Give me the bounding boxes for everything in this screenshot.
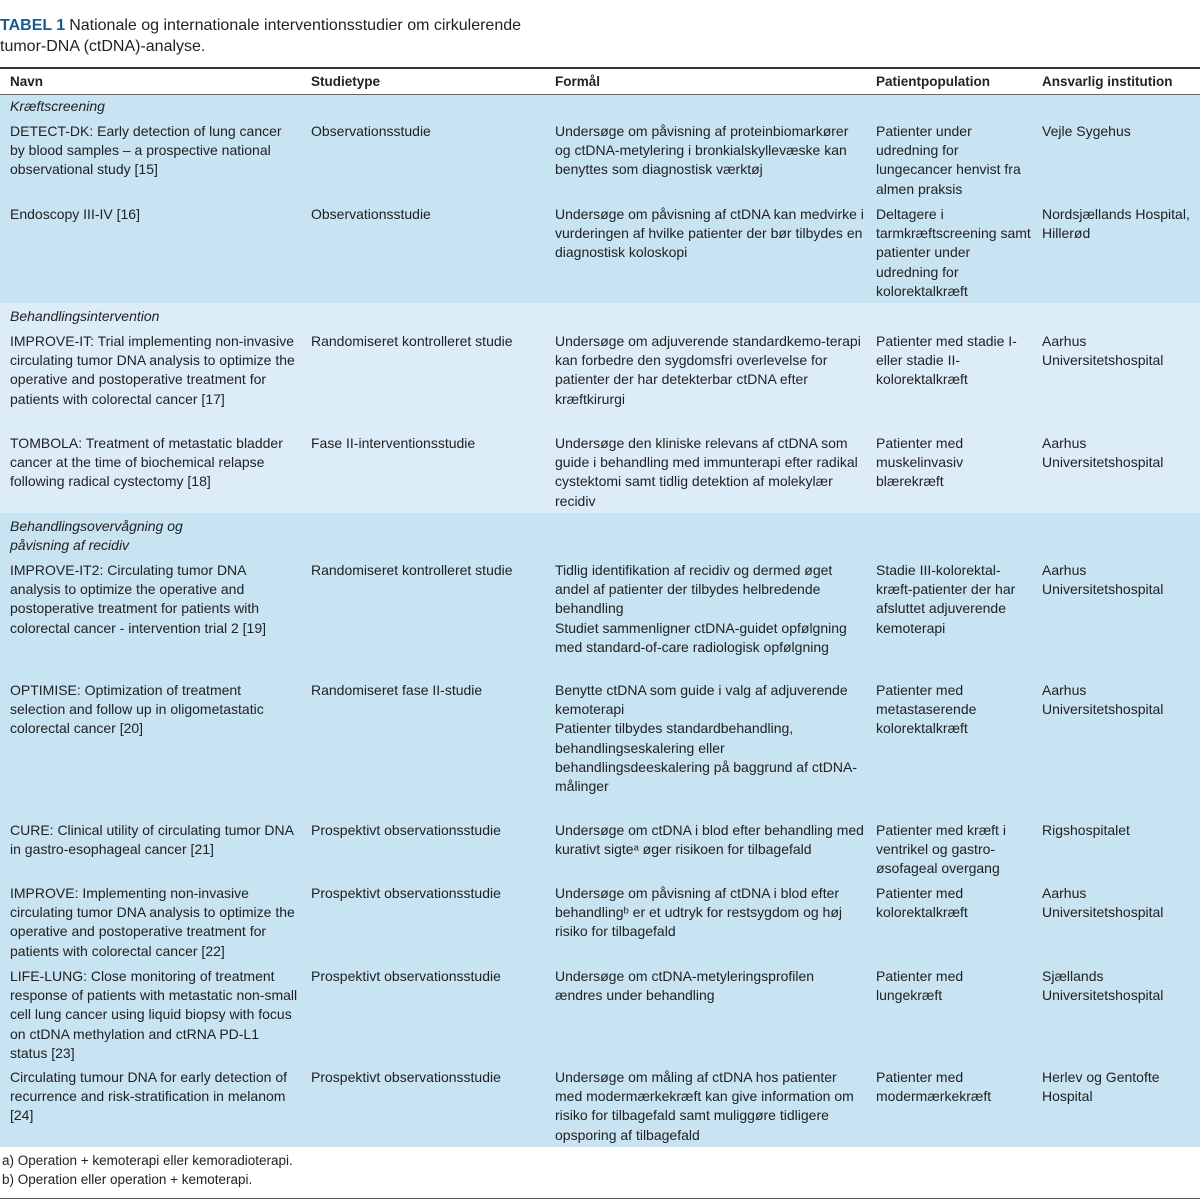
table-cell-institution: Aarhus Universitetshospital	[1042, 333, 1164, 369]
table-cell-purpose: Undersøge om påvisning af proteinbiomarkører og ctDNA-metylering i bronkialskyllevæske kan benyttes som diagnostisk værktøj	[555, 123, 849, 178]
table-cell-name: CURE: Clinical utility of circulating tumor DNA in gastro-esophageal cancer [21]	[10, 822, 294, 858]
table-cell-type: Randomiseret fase II-studie	[311, 682, 483, 698]
table-cell-institution: Sjællands Universitetshospital	[1042, 968, 1164, 1004]
table-cell-institution: Vejle Sygehus	[1042, 123, 1131, 139]
table-cell-institution: Aarhus Universitetshospital	[1042, 885, 1164, 921]
table-cell-purpose: Undersøge om adjuverende standardkemo-terapi kan forbedre den sygdomsfri overlevelse for patienter der har detekterbar ctDNA efter kræftkirurgi	[555, 333, 861, 407]
table-cell-population: Stadie III-kolorektal-kræft-patienter der har afsluttet adjuverende kemoterapi	[876, 562, 1016, 636]
table-cell-name: OPTIMISE: Optimization of treatment selection and follow up in oligometastatic colorectal cancer [20]	[10, 682, 264, 737]
section-title: Behandlingsintervention	[10, 308, 160, 324]
table-cell-population: Patienter med modermærkekræft	[876, 1069, 992, 1105]
footnote-a: a) Operation + kemoterapi eller kemoradioterapi.	[2, 1153, 293, 1168]
table-cell-institution: Aarhus Universitetshospital	[1042, 562, 1164, 598]
table-cell-type: Prospektivt observationsstudie	[311, 822, 501, 838]
header-top-rule	[0, 67, 1200, 69]
table-cell-purpose: Undersøge om ctDNA i blod efter behandling med kurativt sigteᵃ øger risikoen for tilbagefald	[555, 822, 864, 858]
table-cell-type: Randomiseret kontrolleret studie	[311, 333, 513, 349]
table-cell-purpose: Benytte ctDNA som guide i valg af adjuverende kemoterapi Patienter tilbydes standardbehandling, behandlingseskalering eller behandlingsdeeskalering på baggrund af ctDNA-målinger	[555, 682, 857, 795]
column-header-patientpopulation: Patientpopulation	[876, 74, 990, 89]
column-header-formaal: Formål	[555, 74, 601, 89]
table-cell-name: DETECT-DK: Early detection of lung cancer by blood samples – a prospective national observational study [15]	[10, 123, 282, 178]
table-cell-institution: Rigshospitalet	[1042, 822, 1130, 838]
table-cell-name: TOMBOLA: Treatment of metastatic bladder cancer at the time of biochemical relapse following radical cystectomy [18]	[10, 435, 283, 490]
table-cell-name: LIFE-LUNG: Close monitoring of treatment response of patients with metastatic non-small cell lung cancer using liquid biopsy with focus on ctDNA methylation and ctRNA PD-L1 status [23]	[10, 968, 298, 1061]
column-header-studietype: Studietype	[311, 74, 381, 89]
table-cell-type: Randomiseret kontrolleret studie	[311, 562, 513, 578]
table-cell-purpose: Undersøge om måling af ctDNA hos patienter med modermærkekræft kan give information om risiko for tilbagefald samt muliggøre tidligere opsporing af tilbagefald	[555, 1069, 854, 1143]
table-cell-type: Prospektivt observationsstudie	[311, 1069, 501, 1085]
table-cell-type: Prospektivt observationsstudie	[311, 968, 501, 984]
table-cell-institution: Herlev og Gentofte Hospital	[1042, 1069, 1160, 1105]
table-cell-population: Deltagere i tarmkræftscreening samt patienter under udredning for kolorektalkræft	[876, 206, 1031, 299]
column-header-navn: Navn	[10, 74, 44, 89]
table-cell-name: Endoscopy III-IV [16]	[10, 206, 140, 222]
table-cell-purpose: Undersøge om påvisning af ctDNA kan medvirke i vurderingen af hvilke patienter der bør tilbydes en diagnostisk koloskopi	[555, 206, 864, 261]
table-cell-type: Observationsstudie	[311, 206, 431, 222]
table-cell-purpose: Undersøge den kliniske relevans af ctDNA som guide i behandling med immunterapi efter radikal cystektomi samt tidlig detektion af molekylær recidiv	[555, 435, 858, 509]
table-caption	[0, 15, 560, 57]
table-cell-population: Patienter med kolorektalkræft	[876, 885, 968, 921]
table-cell-population: Patienter med muskelinvasiv blærekræft	[876, 435, 964, 490]
column-header-institution: Ansvarlig institution	[1042, 74, 1173, 89]
table-cell-population: Patienter med lungekræft	[876, 968, 964, 1004]
table-cell-type: Prospektivt observationsstudie	[311, 885, 501, 901]
table-cell-name: IMPROVE-IT: Trial implementing non-invasive circulating tumor DNA analysis to optimize the operative and postoperative treatment for patients with colorectal cancer [17]	[10, 333, 295, 407]
table-bottom-rule	[0, 1198, 1200, 1199]
table-cell-type: Observationsstudie	[311, 123, 431, 139]
section-title: Behandlingsovervågning og påvisning af recidiv	[10, 518, 183, 554]
table-cell-name: IMPROVE: Implementing non-invasive circulating tumor DNA analysis to optimize the operative and postoperative treatment for patients with colorectal cancer [22]	[10, 885, 295, 959]
table-cell-population: Patienter med stadie I- eller stadie II-kolorektalkræft	[876, 333, 1017, 388]
table-cell-purpose: Tidlig identifikation af recidiv og dermed øget andel af patienter der tilbydes helbredende behandling Studiet sammenligner ctDNA-guidet opfølgning med standard-of-care radiologisk opfølgning	[555, 562, 847, 655]
footnote-b: b) Operation eller operation + kemoterapi.	[2, 1172, 253, 1187]
table-cell-name: IMPROVE-IT2: Circulating tumor DNA analysis to optimize the operative and postoperative treatment for patients with colorectal cancer - intervention trial 2 [19]	[10, 562, 267, 636]
table-label: TABEL 1	[0, 17, 66, 34]
table-caption-text: Nationale og internationale interventionsstudier om cirkulerende tumor-DNA (ctDNA)-analyse.	[0, 17, 522, 55]
table-cell-population: Patienter med kræft i ventrikel og gastro-øsofageal overgang	[876, 822, 1006, 877]
table-cell-institution: Aarhus Universitetshospital	[1042, 682, 1164, 718]
section-title: Kræftscreening	[10, 98, 105, 114]
table-cell-institution: Nordsjællands Hospital, Hillerød	[1042, 206, 1190, 242]
table-cell-name: Circulating tumour DNA for early detection of recurrence and risk-stratification in melanom [24]	[10, 1069, 288, 1124]
table-cell-institution: Aarhus Universitetshospital	[1042, 435, 1164, 471]
table-cell-purpose: Undersøge om ctDNA-metyleringsprofilen ændres under behandling	[555, 968, 815, 1004]
table-cell-population: Patienter med metastaserende kolorektalkræft	[876, 682, 977, 737]
table-cell-type: Fase II-interventionsstudie	[311, 435, 476, 451]
table-cell-purpose: Undersøge om påvisning af ctDNA i blod efter behandlingᵇ er et udtryk for restsygdom og høj risiko for tilbagefald	[555, 885, 842, 940]
table-cell-population: Patienter under udredning for lungecancer henvist fra almen praksis	[876, 123, 1021, 197]
